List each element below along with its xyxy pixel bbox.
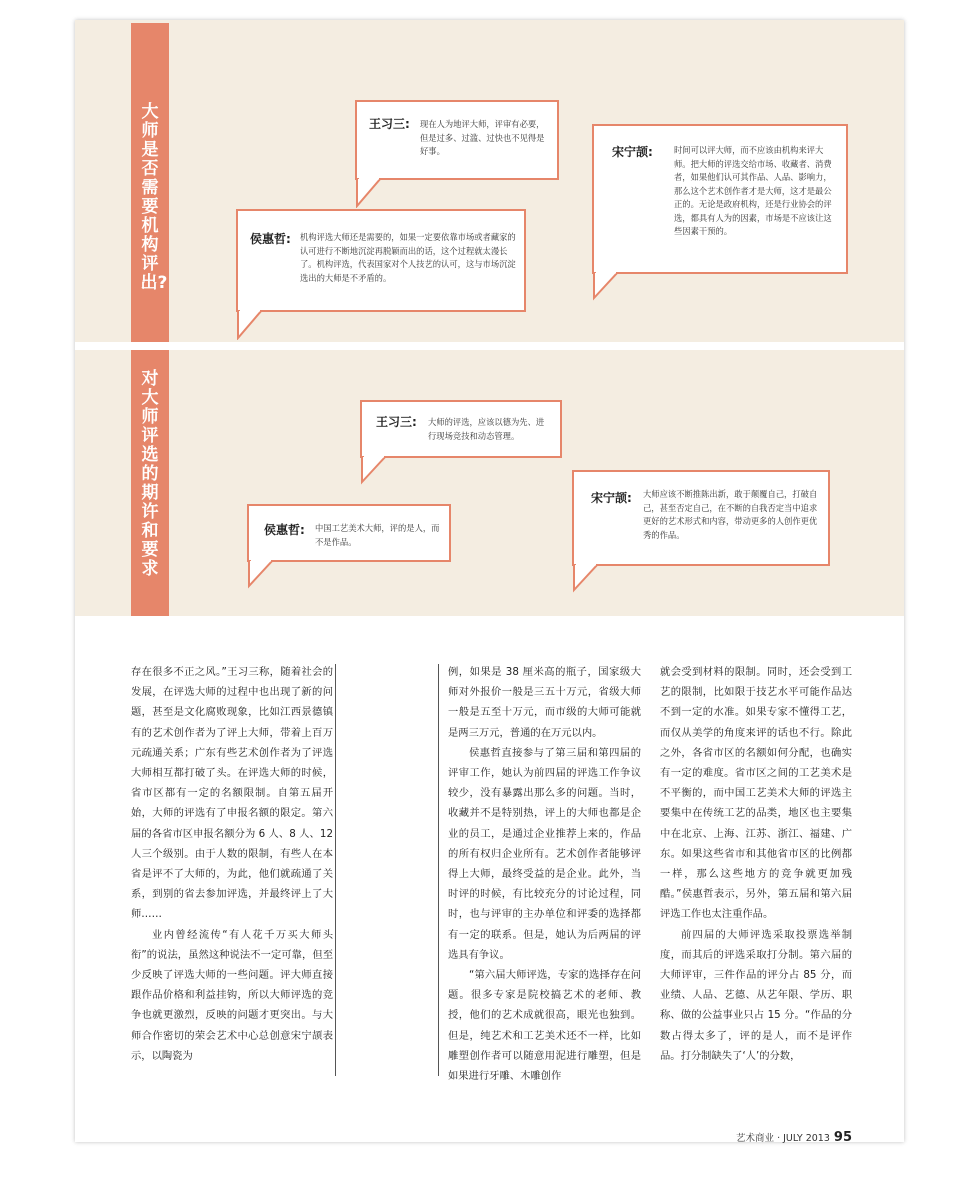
body-column-3 xyxy=(660,662,852,1066)
paragraph: 业内曾经流传“有人花千万买大师头衔”的说法，虽然这种说法不一定可靠，但至少反映了评选大师的一些问题。评大师直接跟作品价格和利益挂钩，所以大师评选的竞争也就更激烈，反映的问题才更突出。与大师合作密切的荣会艺术中心总创意宋宁颉表示，以陶瓷为 xyxy=(131,928,333,1062)
paragraph: 侯惠哲直接参与了第三届和第四届的评审工作，她认为前四届的评选工作争议较少，没有暴露出那么多的问题。当时，收藏并不是特别热，评上的大师也都是企业的员工，是通过企业推荐上来的，作品的所有权归企业所有。艺术创作者能够评得上大师，最终受益的是企业。此外，当时评的时候，有比较充分的讨论过程，同时，也与评审的主办单位和评委的选择都有一定的联系。但是，她认为后两届的评选具有争议。 xyxy=(448,746,641,961)
body-column-2 xyxy=(448,662,641,1086)
bubble-tail xyxy=(236,310,266,340)
paragraph: 前四届的大师评选采取投票选举制度，而其后的评选采取打分制。第六届的大师评审，三件作品的评分占 85 分，而业绩、人品、艺德、从艺年限、学历、职称、做的公益事业只占 15 分。“作品的分数占得太多了，评的是人，而不是评作品。打分制缺失了‘人’的分数， xyxy=(660,928,852,1062)
paragraph: 存在很多不正之风。”王习三称，随着社会的发展，在评选大师的过程中也出现了新的问题，甚至是文化腐败现象，比如江西景德镇有的艺术创作者为了评上大师，带着上百万元疏通关系；广东有些艺术创作者为了评选大师相互都打破了头。在评选大师的时候，省市区都有一定的名额限制。自第五届开始，大师的评选有了申报名额的限定。第六届的各省市区申报名额分为 6 人、8 人、12 人三个级别。由于人数的限制，有些人在本省是评不了大师的，为此，他们就疏通了关系，到别的省去参加评选，并最终评上了大师…… xyxy=(131,666,333,921)
quote-bubble-wang-1 xyxy=(355,100,559,180)
speaker-name: 侯惠哲: xyxy=(250,232,291,246)
quote-bubble-hou-1 xyxy=(236,209,526,312)
column-rule xyxy=(438,664,439,1076)
quote-bubble-hou-2 xyxy=(247,504,451,562)
section1-title-tab xyxy=(131,23,169,342)
bubble-tail xyxy=(592,272,622,302)
speaker-name: 王习三: xyxy=(376,415,417,429)
page-footer xyxy=(736,1130,852,1145)
speaker-name: 王习三: xyxy=(369,117,410,131)
bubble-tail xyxy=(360,456,390,486)
footer-publication: 艺术商业 · JULY 2013 xyxy=(736,1133,830,1144)
quote-text: 现在人为地评大师，评审有必要，但是过多、过滥、过快也不见得是好事。 xyxy=(420,119,545,156)
paragraph: “第六届大师评选，专家的选择存在问题。很多专家是院校搞艺术的老师、教授，他们的艺术成就很高，眼光也独到。但是，纯艺术和工艺美术还不一样，比如雕塑创作者可以随意用泥进行雕塑，但是如果进行牙雕、木雕创作 xyxy=(448,969,641,1083)
page-number: 95 xyxy=(833,1130,852,1145)
section2-title-tab xyxy=(131,350,169,616)
quote-bubble-song-1 xyxy=(592,124,848,274)
quote-text: 大师应该不断推陈出新，敢于颠覆自己，打破自己，甚至否定自己，在不断的自我否定当中追求更好的艺术形式和内容，带动更多的人创作更优秀的作品。 xyxy=(643,489,818,540)
paragraph: 例，如果是 38 厘米高的瓶子，国家级大师对外报价一般是三五十万元，省级大师一般是五至十万元，而市级的大师可能就是两三万元，普通的在万元以内。 xyxy=(448,666,641,739)
quote-bubble-song-2 xyxy=(572,470,830,566)
bubble-tail xyxy=(247,560,277,590)
magazine-page xyxy=(75,20,904,1145)
quote-text: 大师的评选，应该以德为先、进行现场竞技和动态管理。 xyxy=(428,417,545,441)
speaker-name: 宋宁颉: xyxy=(612,145,653,159)
quote-text: 中国工艺美术大师，评的是人，而不是作品。 xyxy=(315,523,440,547)
bubble-tail xyxy=(355,178,385,208)
paragraph: 就会受到材料的限制。同时，还会受到工艺的限制，比如限于技艺水平可能作品达不到一定的水准。如果专家不懂得工艺，而仅从美学的角度来评的话也不行。除此之外，各省市区的名额如何分配，也确实有一定的难度。省市区之间的工艺美术是不平衡的，而中国工艺美术大师的评选主要集中在传统工艺的品类，地区也主要集中在北京、上海、江苏、浙江、福建、广东。如果这些省市和其他省市区的比例都一样，那么这些地方的竞争就更加残酷。”侯惠哲表示，另外，第五届和第六届评选工作也太注重作品。 xyxy=(660,666,852,921)
body-column-1 xyxy=(131,662,333,1066)
speaker-name: 侯惠哲: xyxy=(264,523,305,537)
bubble-tail xyxy=(572,564,602,594)
section2-title: 对大师评选的期许和要求 xyxy=(141,369,159,579)
speaker-name: 宋宁颉: xyxy=(591,491,632,505)
column-rule xyxy=(335,664,336,1076)
quote-text: 时间可以评大师，而不应该由机构来评大师。把大师的评选交给市场、收藏者、消费者，如果他们认可其作品、人品、影响力，那么这个艺术创作者才是大师，这才是最公正的。无论是政府机构，还是行业协会的评选，都具有人为的因素，市场是不应该让这些因素干预的。 xyxy=(674,145,832,236)
quote-bubble-wang-2 xyxy=(360,400,562,458)
quote-text: 机构评选大师还是需要的，如果一定要依靠市场或者藏家的认可进行不断地沉淀再脱颖而出的话，这个过程就太漫长了。机构评选，代表国家对个人技艺的认可，这与市场沉淀选出的大师是不矛盾的。 xyxy=(300,232,516,283)
section1-title: 大师是否需要机构评出? xyxy=(140,102,168,293)
